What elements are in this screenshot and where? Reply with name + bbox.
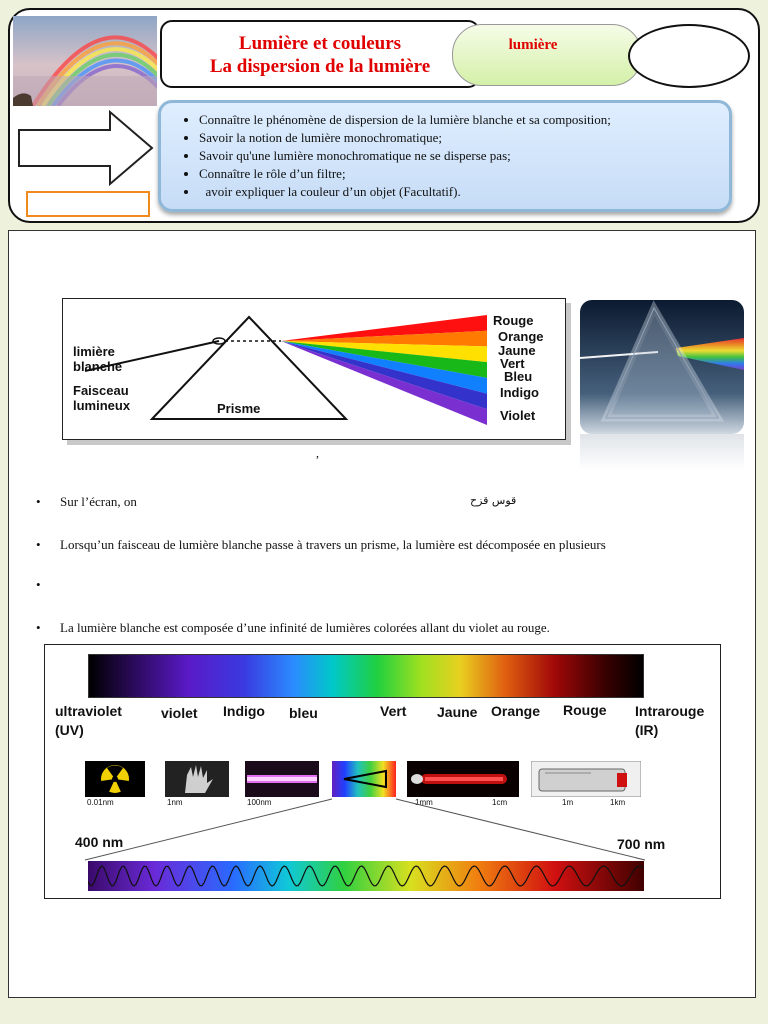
label-rouge: Rouge	[493, 313, 534, 328]
bullet-dot: •	[36, 577, 41, 592]
label-ir: Intrarouge (IR)	[635, 703, 705, 738]
bullet-2	[36, 537, 606, 553]
orange-box	[26, 191, 150, 217]
objective-item: • Savoir qu'une lumière monochromatique ne se disperse pas;	[199, 147, 729, 165]
objective-item: • Connaître le rôle d’un filtre;	[199, 165, 729, 183]
prism-drawing	[63, 299, 565, 439]
label-bleu: Bleu	[504, 369, 533, 384]
prism-photo	[580, 300, 744, 470]
label-orange: Orange	[498, 329, 544, 344]
bullet-3	[36, 577, 60, 593]
comma-mark: ,	[316, 446, 319, 460]
label-rouge: Rouge	[563, 702, 607, 718]
label-orange: Orange	[491, 703, 541, 719]
bullet-4-text: La lumière blanche est composée d’une infinité de lumières colorées allant du violet au rouge.	[60, 620, 550, 635]
range-min-label: 400 nm	[75, 834, 124, 850]
label-prism: Prisme	[217, 401, 261, 416]
prism-diagram	[62, 298, 566, 440]
label-light-beam: Faisceau lumineux	[73, 383, 131, 413]
bullet-4	[36, 620, 550, 636]
title-line-1: Lumière et couleurs	[238, 33, 402, 54]
scale-1km: 1km	[610, 798, 626, 807]
label-jaune: Jaune	[437, 704, 478, 720]
bullet-dot: •	[36, 537, 41, 552]
bullet-2-text: Lorsqu’un faisceau de lumière blanche passe à travers un prisme, la lumière est décomposée en plusieurs	[60, 537, 606, 552]
label-indigo: Indigo	[223, 703, 265, 719]
label-vert: Vert	[380, 703, 407, 719]
scale-100nm: 100nm	[247, 798, 272, 807]
label-uv: ultraviolet (UV)	[55, 703, 122, 738]
bullet-1-arabic: قوس قزح	[470, 494, 517, 507]
grade-oval	[628, 24, 750, 88]
range-max-label: 700 nm	[617, 836, 666, 852]
scale-1cm: 1cm	[492, 798, 508, 807]
title-box	[160, 20, 480, 88]
objective-item: • Savoir la notion de lumière monochromatique;	[199, 129, 729, 147]
title-line-2: La dispersion de la lumière	[209, 56, 431, 77]
spectrum-figure	[44, 644, 721, 899]
label-vert: Vert	[500, 356, 525, 371]
rainbow-photo	[13, 16, 157, 106]
objective-item: • Connaître le phénomène de dispersion de la lumière blanche et sa composition;	[199, 111, 729, 129]
label-violet: Violet	[500, 408, 536, 423]
topic-label: lumière	[508, 37, 558, 53]
label-white-light: limière blanche	[73, 344, 123, 374]
scale-1nm: 1nm	[167, 798, 183, 807]
topic-tab	[452, 24, 642, 86]
arrow-right-icon	[14, 108, 158, 188]
bullet-dot: •	[36, 494, 41, 509]
label-violet: violet	[161, 705, 198, 721]
scale-1m: 1m	[562, 798, 574, 807]
wave-spectrum-bar	[88, 861, 644, 891]
scale-001nm: 0.01nm	[87, 798, 114, 807]
bullet-1	[36, 494, 137, 510]
objective-item: • avoir expliquer la couleur d’un objet (Facultatif).	[199, 183, 729, 201]
label-indigo: Indigo	[500, 385, 539, 400]
bullet-dot: •	[36, 620, 41, 635]
label-jaune: Jaune	[498, 343, 536, 358]
objectives-box	[158, 100, 732, 212]
objectives-list	[161, 111, 729, 201]
label-bleu: bleu	[289, 705, 318, 721]
bullet-1-text: Sur l’écran, on	[60, 494, 137, 509]
scale-1mm: 1mm	[415, 798, 433, 807]
